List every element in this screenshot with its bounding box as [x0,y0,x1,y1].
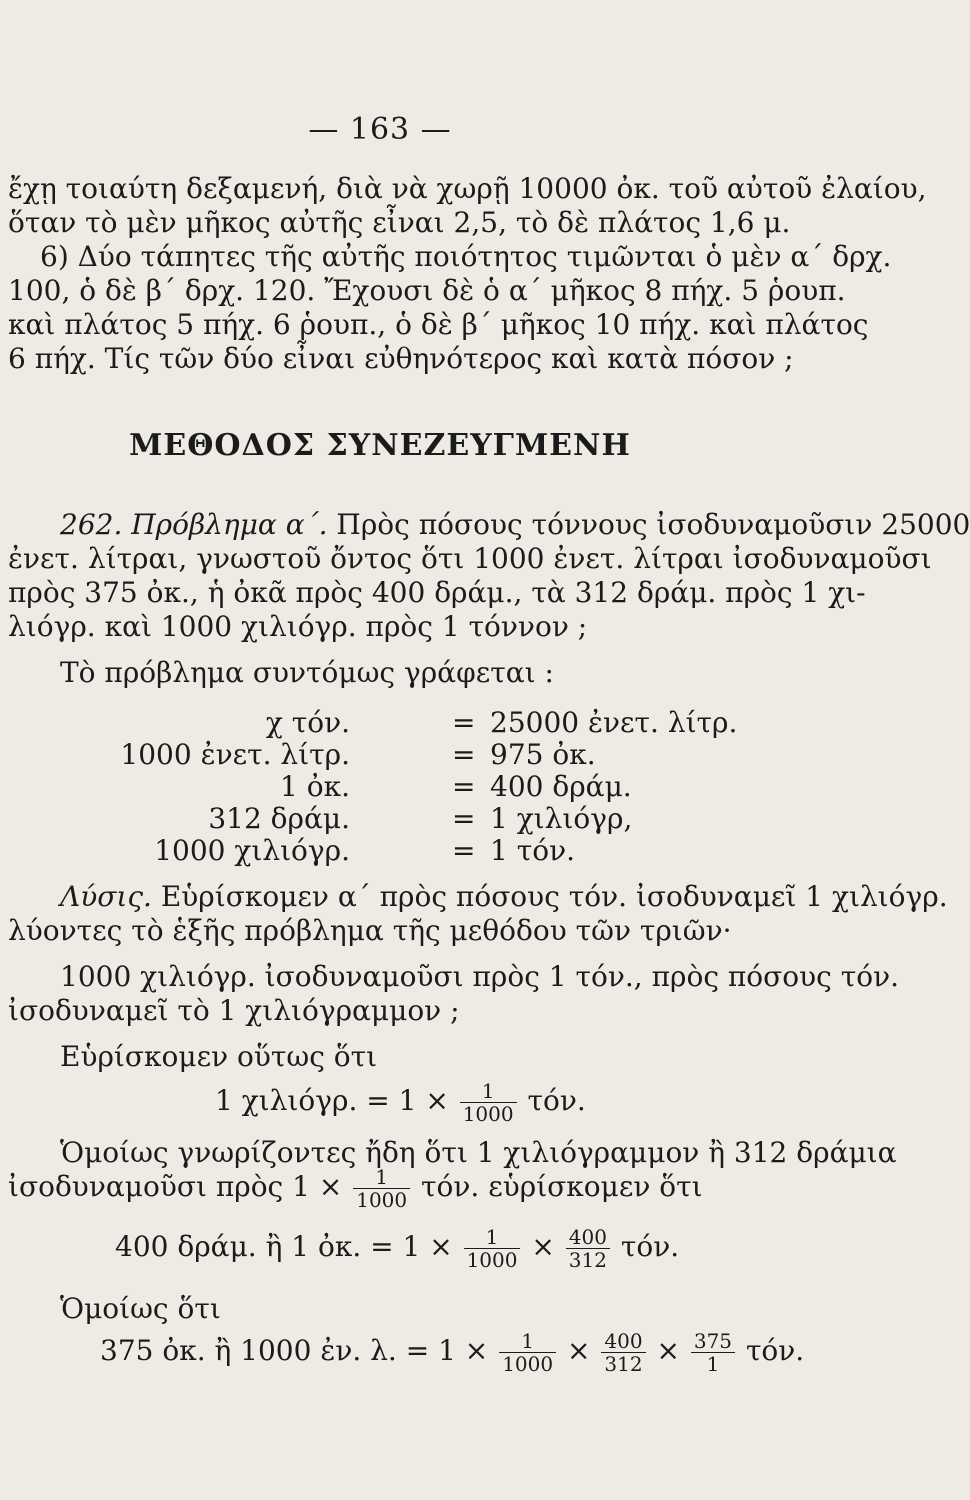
fraction-numerator: 1 [499,1330,556,1353]
page-number: — 163 — [308,112,452,147]
fraction-denominator: 1 [706,1352,720,1376]
equals-sign: = [452,738,476,771]
fraction [353,1166,410,1211]
written-intro: Τὸ πρόβλημα συντόμως γράφεται : [60,656,554,689]
fraction [464,1226,521,1271]
fraction-denominator: 1000 [466,1248,518,1272]
intro-line-3: 6) Δύο τάπητες τῆς αὐτῆς ποιότητος τιμῶνται ὁ μὲν α΄ δρχ. [40,240,892,273]
equivalence-rhs: 400 δράμ. [490,770,632,803]
intro-line-4: 100, ὁ δὲ β΄ δρχ. 120. Ἔχουσι δὲ ὁ α΄ μῆκος 8 πήχ. 5 ῥουπ. [8,274,846,307]
equals-sign: = [452,706,476,739]
fraction-denominator: 312 [604,1352,643,1376]
intro-line-5: καὶ πλάτος 5 πήχ. 6 ῥουπ., ὁ δὲ β΄ μῆκος 10 πήχ. καὶ πλάτος [8,308,869,341]
equivalence-rhs: 975 ὀκ. [490,738,596,771]
times-sign: × [531,1230,555,1263]
solution-first-line [60,880,948,914]
solution-line-5: Εὑρίσκομεν οὕτως ὅτι [60,1040,378,1073]
equivalence-rhs: 1 χιλιόγρ, [490,802,633,835]
equivalence-lhs: 1000 ἐνετ. λίτρ. [120,738,350,771]
formula-unit: τόν. [527,1084,586,1117]
times-sign: × [656,1334,680,1367]
fraction-numerator: 400 [601,1330,645,1353]
formula-left: 400 δράμ. ἢ 1 ὀκ. = 1 × [115,1230,453,1263]
formula-oka [115,1226,679,1271]
equivalence-lhs: 1000 χιλιόγρ. [154,834,350,867]
problem-first-line [60,508,970,542]
formula-litres [100,1330,804,1375]
equivalence-lhs: 1 ὀκ. [280,770,350,803]
solution-line-3: 1000 χιλιόγρ. ἰσοδυναμοῦσι πρὸς 1 τόν., πρὸς πόσους τόν. [60,960,900,993]
fraction [499,1330,556,1375]
problem-label: 262. Πρόβλημα α΄. [60,508,328,541]
intro-line-2: ὅταν τὸ μὲν μῆκος αὐτῆς εἶναι 2,5, τὸ δὲ πλάτος 1,6 μ. [8,206,791,239]
fraction [691,1330,735,1375]
fraction [460,1080,517,1125]
similarly-line-3: Ὁμοίως ὅτι [60,1292,221,1325]
fraction-denominator: 1000 [502,1352,554,1376]
equals-sign: = [452,802,476,835]
times-sign: × [567,1334,591,1367]
fraction-numerator: 375 [691,1330,735,1353]
fraction-numerator: 400 [566,1226,610,1249]
fraction-denominator: 1000 [462,1102,514,1126]
equivalence-lhs: χ τόν. [265,706,350,739]
problem-line-3: πρὸς 375 ὀκ., ἡ ὀκᾶ πρὸς 400 δράμ., τὰ 312 δράμ. πρὸς 1 χι- [8,576,866,609]
equivalence-rhs: 25000 ἐνετ. λίτρ. [490,706,738,739]
formula-left: 375 ὀκ. ἢ 1000 ἐν. λ. = 1 × [100,1334,489,1367]
similarly-text-end: τόν. εὑρίσκομεν ὅτι [421,1170,703,1203]
fraction [601,1330,645,1375]
solution-label: Λύσις. [60,880,152,913]
formula-unit: τόν. [620,1230,680,1263]
problem-line-1: Πρὸς πόσους τόννους ἰσοδυναμοῦσιν 25000 [336,508,970,541]
solution-line-1: Εὑρίσκομεν α΄ πρὸς πόσους τόν. ἰσοδυναμεῖ 1 χιλιόγρ. [160,880,948,913]
problem-line-4: λιόγρ. καὶ 1000 χιλιόγρ. πρὸς 1 τόννον ; [8,610,588,643]
similarly-line-1: Ὁμοίως γνωρίζοντες ἤδη ὅτι 1 χιλιόγραμμον ἢ 312 δράμια [60,1136,897,1169]
intro-line-1: ἔχῃ τοιαύτη δεξαμενή, διὰ νὰ χωρῇ 10000 ὀκ. τοῦ αὐτοῦ ἐλαίου, [8,172,927,205]
equals-sign: = [452,770,476,803]
solution-line-2: λύοντες τὸ ἑξῆς πρόβλημα τῆς μεθόδου τῶν τριῶν· [8,914,732,947]
solution-line-4: ἰσοδυναμεῖ τὸ 1 χιλιόγραμμον ; [8,994,460,1027]
similarly-text: ἰσοδυναμοῦσι πρὸς 1 × [8,1170,343,1203]
fraction-denominator: 1000 [356,1188,408,1212]
fraction [566,1226,610,1271]
problem-line-2: ἐνετ. λίτραι, γνωστοῦ ὄντος ὅτι 1000 ἐνετ. λίτραι ἰσοδυναμοῦσι [8,542,932,575]
fraction-numerator: 1 [464,1226,521,1249]
equivalence-lhs: 312 δράμ. [208,802,350,835]
fraction-numerator: 1 [460,1080,517,1103]
equivalence-rhs: 1 τόν. [490,834,575,867]
equals-sign: = [452,834,476,867]
section-heading: ΜΕΘΟΔΟΣ ΣΥΝΕΖΕΥΓΜΕΝΗ [129,428,631,463]
formula-kilogram [215,1080,586,1125]
formula-unit: τόν. [745,1334,805,1367]
formula-left: 1 χιλιόγρ. = 1 × [215,1084,449,1117]
intro-line-6: 6 πήχ. Τίς τῶν δύο εἶναι εὐθηνότερος καὶ κατὰ πόσον ; [8,342,794,375]
fraction-denominator: 312 [568,1248,607,1272]
similarly-line-2 [8,1166,703,1211]
fraction-numerator: 1 [353,1166,410,1189]
